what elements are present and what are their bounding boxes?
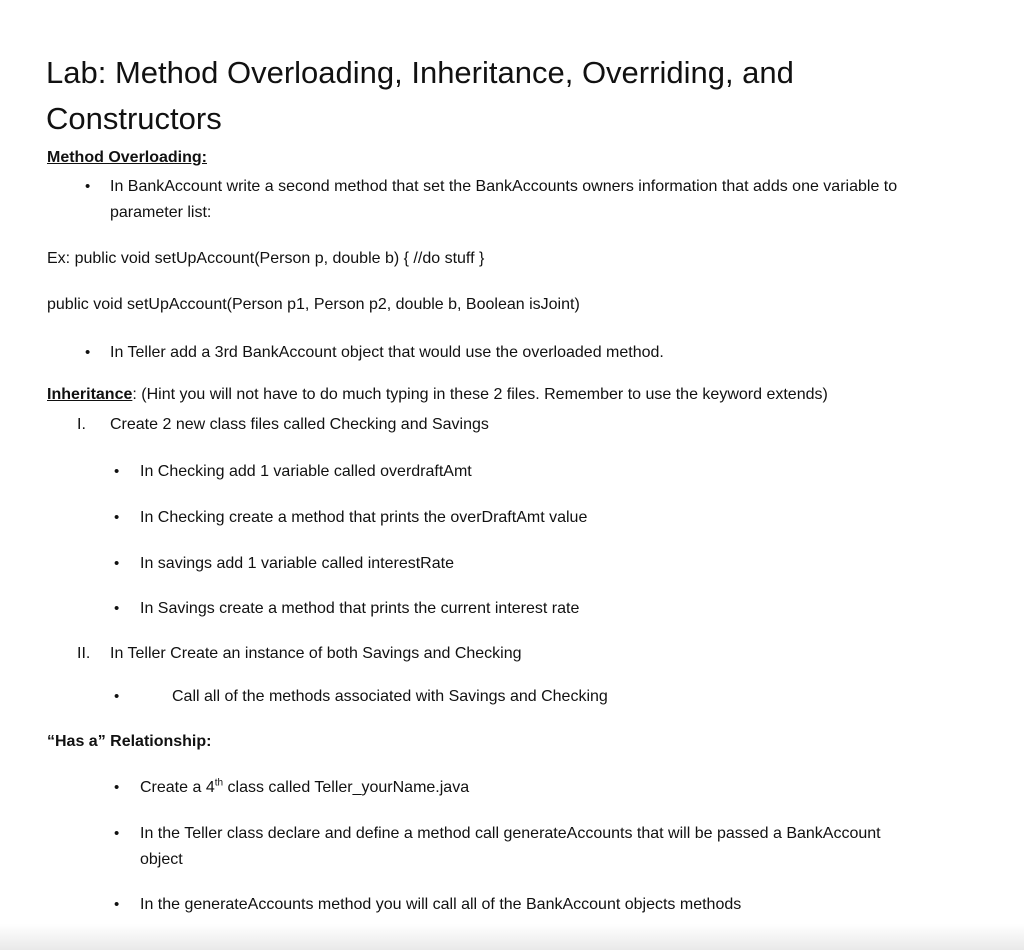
has-a-bullet-1-sup: th	[214, 777, 224, 789]
bullet-icon: •	[114, 688, 120, 705]
page-title-line-1: Lab: Method Overloading, Inheritance, Overriding, and	[46, 55, 794, 90]
inheritance-sub-bullet-2: In Checking create a method that prints the overDraftAmt value	[140, 509, 588, 526]
roman-numeral-1: I.	[77, 416, 86, 433]
bullet-icon: •	[114, 555, 120, 572]
page-title-line-2: Constructors	[46, 101, 222, 136]
bullet-icon: •	[114, 825, 120, 842]
inheritance-item-1: Create 2 new class files called Checking and Savings	[110, 416, 489, 433]
has-a-bullet-3: In the generateAccounts method you will call all of the BankAccount objects methods	[140, 896, 742, 913]
overloading-bullet-2: In Teller add a 3rd BankAccount object that would use the overloaded method.	[110, 344, 664, 361]
inheritance-sub-bullet-3: In savings add 1 variable called interestRate	[140, 555, 454, 572]
inheritance-item-2: In Teller Create an instance of both Savings and Checking	[110, 645, 522, 662]
bullet-icon: •	[114, 896, 120, 913]
has-a-bullet-1	[140, 778, 469, 798]
overloading-example-1: Ex: public void setUpAccount(Person p, double b) { //do stuff }	[47, 250, 485, 267]
inheritance-item-2-sub: Call all of the methods associated with Savings and Checking	[172, 688, 608, 705]
roman-numeral-2: II.	[77, 645, 91, 662]
has-a-heading: “Has a” Relationship:	[47, 733, 212, 750]
bullet-icon: •	[114, 779, 120, 796]
has-a-bullet-2-line-1: In the Teller class declare and define a method call generateAccounts that will be passed a BankAccount	[140, 825, 881, 842]
overloading-example-2: public void setUpAccount(Person p1, Person p2, double b, Boolean isJoint)	[47, 296, 580, 313]
inheritance-heading: Inheritance	[47, 386, 133, 403]
bullet-icon: •	[114, 600, 120, 617]
has-a-bullet-1-pre: Create a 4	[140, 779, 215, 796]
bullet-icon: •	[85, 344, 91, 361]
bullet-icon: •	[114, 463, 120, 480]
overloading-bullet-1-line-2: parameter list:	[110, 204, 212, 221]
overloading-heading: Method Overloading:	[47, 149, 207, 166]
inheritance-sub-bullet-4: In Savings create a method that prints the current interest rate	[140, 600, 580, 617]
overloading-bullet-1-line-1: In BankAccount write a second method that set the BankAccounts owners information that adds one variable to	[110, 178, 898, 195]
inheritance-sub-bullet-1: In Checking add 1 variable called overdraftAmt	[140, 463, 472, 480]
page-bottom-shadow	[0, 924, 1024, 950]
bullet-icon: •	[85, 178, 91, 195]
has-a-bullet-1-post: class called Teller_yourName.java	[223, 779, 470, 796]
bullet-icon: •	[114, 509, 120, 526]
inheritance-hint: : (Hint you will not have to do much typing in these 2 files. Remember to use the keyword extends)	[132, 386, 828, 403]
inheritance-heading-line	[47, 385, 828, 405]
has-a-bullet-2-line-2: object	[140, 851, 183, 868]
